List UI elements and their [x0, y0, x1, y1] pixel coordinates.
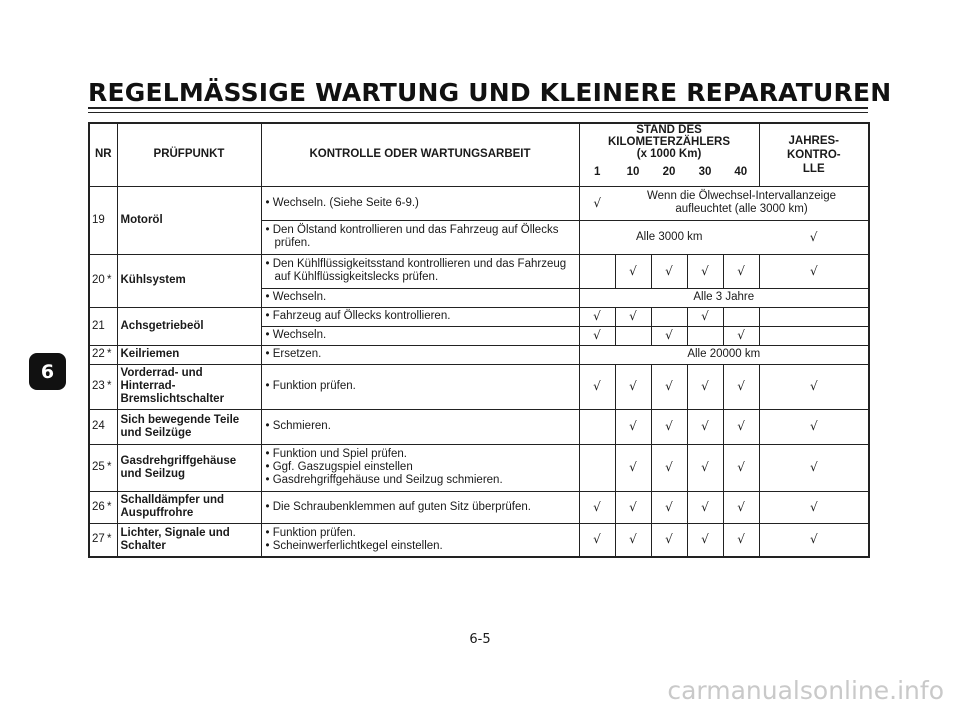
check-mark: √	[579, 307, 615, 326]
row-task-line1: • Funktion prüfen.	[265, 526, 356, 539]
header-annual-line2: KONTRO-	[786, 148, 841, 161]
interval-note-line2: aufleuchtet (alle 3000 km)	[675, 203, 808, 215]
check-mark: √	[723, 326, 759, 345]
header-km-1: 1	[579, 160, 615, 186]
check-mark: √	[651, 254, 687, 288]
row-item: Kühlsystem	[117, 254, 261, 307]
row-task: • Die Schraubenklemmen auf guten Sitz überprüfen.	[261, 491, 579, 523]
row-task-line2: • Ggf. Gaszugspiel einstellen	[265, 461, 413, 473]
row-star: *	[107, 444, 117, 491]
check-mark: √	[615, 491, 651, 523]
table-row	[89, 409, 869, 444]
row-star: *	[107, 491, 117, 523]
check-mark: √	[651, 444, 687, 491]
check-mark: √	[615, 444, 651, 491]
empty-cell	[579, 444, 615, 491]
row-star	[107, 307, 117, 345]
row-task-line1: • Den Kühlflüssigkeitsstand kontrollieren und das Fahrzeug	[265, 258, 567, 270]
row-task: • Funktion prüfen.	[261, 364, 579, 409]
row-task	[261, 220, 579, 254]
row-item: Motoröl	[117, 186, 261, 254]
check-mark: √	[687, 444, 723, 491]
check-mark: √	[579, 523, 615, 557]
row-number: 20	[89, 254, 107, 307]
row-item	[117, 364, 261, 409]
check-mark: √	[579, 326, 615, 345]
title-underline	[88, 107, 868, 109]
check-mark: √	[615, 307, 651, 326]
header-annual	[759, 123, 869, 186]
check-mark: √	[759, 364, 869, 409]
interval-note: Alle 20000 km	[579, 345, 869, 364]
check-mark: √	[651, 326, 687, 345]
table-row	[89, 444, 869, 491]
check-mark: √	[723, 523, 759, 557]
check-mark: √	[615, 254, 651, 288]
check-mark: √	[687, 523, 723, 557]
header-odometer-line1: STAND DES KILOMETERZÄHLERS	[608, 124, 731, 148]
row-task: • Fahrzeug auf Öllecks kontrollieren.	[261, 307, 579, 326]
check-mark: √	[687, 307, 723, 326]
table-row	[89, 186, 869, 220]
row-task-line2: • Scheinwerferlichtkegel einstellen.	[265, 539, 443, 552]
interval-note: Alle 3000 km	[579, 220, 759, 254]
check-mark: √	[759, 254, 869, 288]
row-task	[261, 523, 579, 557]
empty-cell	[579, 409, 615, 444]
row-star: *	[107, 254, 117, 307]
table-row	[89, 345, 869, 364]
row-item-line2: Schalter	[120, 539, 166, 552]
row-task-line1: • Funktion und Spiel prüfen.	[265, 448, 407, 460]
check-mark: √	[687, 364, 723, 409]
check-mark: √	[651, 523, 687, 557]
empty-cell	[723, 307, 759, 326]
header-odometer	[579, 123, 759, 160]
check-mark: √	[723, 491, 759, 523]
row-number: 21	[89, 307, 107, 345]
row-task	[261, 254, 579, 288]
row-task: • Wechseln.	[261, 326, 579, 345]
check-mark: √	[759, 523, 869, 557]
row-item: Keilriemen	[117, 345, 261, 364]
empty-cell	[687, 326, 723, 345]
interval-note: Alle 3 Jahre	[579, 288, 869, 307]
row-number: 24	[89, 409, 107, 444]
empty-cell	[615, 326, 651, 345]
row-task	[261, 444, 579, 491]
check-mark: √	[759, 409, 869, 444]
check-mark: √	[579, 491, 615, 523]
check-mark: √	[723, 364, 759, 409]
page-number: 6-5	[469, 632, 491, 647]
check-mark: √	[615, 523, 651, 557]
row-number: 22	[89, 345, 107, 364]
row-number: 25	[89, 444, 107, 491]
row-star: *	[107, 364, 117, 409]
row-item-line1: Vorderrad- und	[120, 367, 203, 379]
page-title: REGELMÄSSIGE WARTUNG UND KLEINERE REPARATUREN	[88, 78, 892, 107]
table-row	[89, 523, 869, 557]
header-row-top	[89, 123, 869, 160]
row-item	[117, 444, 261, 491]
interval-note	[615, 186, 869, 220]
row-item-line1: Gasdrehgriffgehäuse	[120, 454, 237, 467]
title-underline-thin	[88, 112, 868, 113]
row-number: 27	[89, 523, 107, 557]
check-mark: √	[759, 220, 869, 254]
row-star	[107, 186, 117, 254]
empty-cell	[759, 307, 869, 326]
check-mark: √	[723, 254, 759, 288]
check-mark: √	[651, 409, 687, 444]
header-km-40: 40	[723, 160, 759, 186]
check-mark: √	[651, 364, 687, 409]
row-number: 26	[89, 491, 107, 523]
header-odometer-line2: (x 1000 Km)	[636, 148, 702, 160]
row-task-line1: • Den Ölstand kontrollieren und das Fahrzeug auf Öllecks	[265, 224, 559, 236]
check-mark: √	[615, 409, 651, 444]
row-item-line1: Lichter, Signale und	[120, 526, 230, 539]
empty-cell	[579, 254, 615, 288]
row-task-line2: auf Kühlflüssigkeitslecks prüfen.	[274, 271, 439, 283]
row-task-line2: prüfen.	[274, 237, 311, 249]
row-item-line2: Auspuffrohre	[120, 507, 194, 519]
header-km-20: 20	[651, 160, 687, 186]
header-km-30: 30	[687, 160, 723, 186]
table-row	[89, 254, 869, 288]
row-item-line2: und Seilzüge	[120, 426, 192, 439]
empty-cell	[759, 326, 869, 345]
check-mark: √	[579, 364, 615, 409]
check-mark: √	[651, 491, 687, 523]
header-annual-line3: LLE	[802, 162, 825, 175]
check-mark: √	[687, 491, 723, 523]
row-item	[117, 523, 261, 557]
maintenance-table	[88, 122, 870, 558]
row-star: *	[107, 345, 117, 364]
row-item-line1: Sich bewegende Teile	[120, 413, 240, 426]
check-mark: √	[723, 444, 759, 491]
row-item-line2: und Seilzug	[120, 467, 186, 480]
row-task-line3: • Gasdrehgriffgehäuse und Seilzug schmieren.	[265, 474, 503, 486]
table-row	[89, 307, 869, 326]
row-item: Achsgetriebeöl	[117, 307, 261, 345]
table-row	[89, 364, 869, 409]
check-mark: √	[759, 491, 869, 523]
row-task: • Wechseln.	[261, 288, 579, 307]
header-task: KONTROLLE ODER WARTUNGSARBEIT	[261, 123, 579, 186]
row-task: • Wechseln. (Siehe Seite 6-9.)	[261, 186, 579, 220]
table-row	[89, 491, 869, 523]
row-item-line1: Schalldämpfer und	[120, 494, 225, 506]
chapter-tab: 6	[29, 353, 66, 390]
row-item	[117, 491, 261, 523]
row-star	[107, 409, 117, 444]
row-star: *	[107, 523, 117, 557]
row-number: 19	[89, 186, 107, 254]
row-number: 23	[89, 364, 107, 409]
check-mark: √	[615, 364, 651, 409]
empty-cell	[651, 307, 687, 326]
row-item-line3: Bremslichtschalter	[120, 393, 225, 405]
check-mark: √	[723, 409, 759, 444]
row-task: • Ersetzen.	[261, 345, 579, 364]
check-mark: √	[687, 409, 723, 444]
check-mark: √	[579, 186, 615, 220]
watermark-link[interactable]: carmanualsonline.info	[667, 676, 944, 705]
check-mark: √	[687, 254, 723, 288]
header-annual-line1: JAHRES-	[788, 134, 840, 147]
header-nr: NR	[89, 123, 117, 186]
header-km-10: 10	[615, 160, 651, 186]
check-mark: √	[759, 444, 869, 491]
row-task: • Schmieren.	[261, 409, 579, 444]
row-item	[117, 409, 261, 444]
header-item: PRÜFPUNKT	[117, 123, 261, 186]
row-item-line2: Hinterrad-	[120, 380, 176, 392]
interval-note-line1: Wenn die Ölwechsel-Intervallanzeige	[647, 190, 837, 202]
